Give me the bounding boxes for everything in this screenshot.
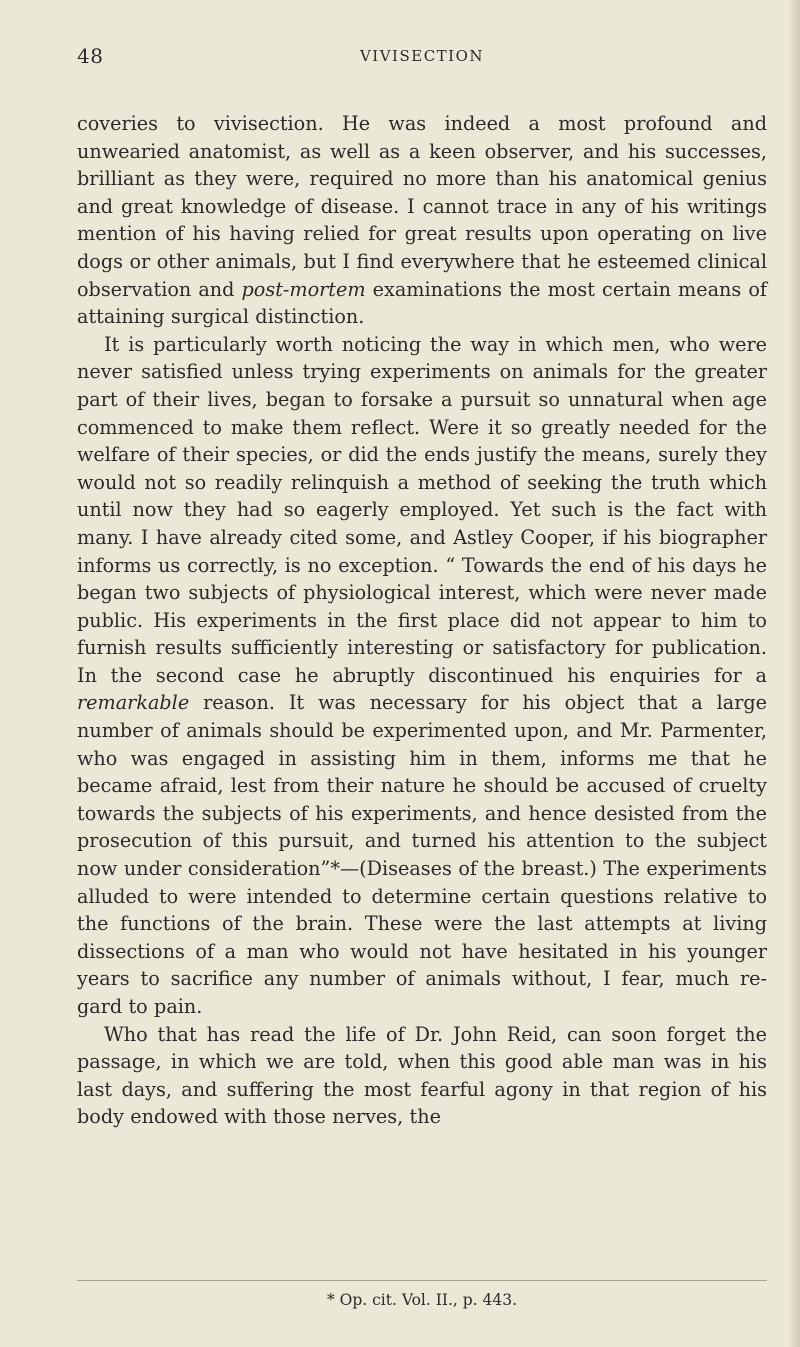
footnote: * Op. cit. Vol. II., p. 443. — [326, 1291, 518, 1309]
page-header — [77, 44, 767, 74]
body-text — [77, 110, 767, 1131]
page-edge-shadow — [790, 0, 800, 1347]
text-run: examinations the most certain means of attaining surgical distinction. — [77, 277, 767, 329]
text-run: reason. It was necessary for his object that a large number of animals should be experimented upon, and Mr. Parmenter, who was engaged in assisting him in them, informs me that he became afraid, lest from their nature he should be accused of cruelty towards the subjects of his experiments, and hence desisted from the prosecution of this pursuit, and turned his attention to the subject now under consideration”*—(Diseases of the breast.) The experiments alluded to were intended to determine certain questions relative to the functions of the brain. These were the last attempts at living dissections of a man who would not have hesitated in his younger years to sacrifice any number of animals without, I fear, much re- gard to pain. — [77, 691, 767, 1018]
paragraph — [77, 110, 767, 331]
text-run: Who that has read the life of Dr. John Reid, can soon forget the passage, in which we are told, when this good able man was in his last days, and suffering the most fearful agony in that region of his body endowed with those nerves, the — [77, 1022, 767, 1129]
footnote-rule — [77, 1280, 767, 1281]
paragraph — [77, 1021, 767, 1131]
text-run: coveries to vivisection. He was indeed a most profound and unwearied anatomist, as well as a keen observer, and his successes, brilliant as they were, required no more than his anatomical genius and great knowledge of disease. I cannot trace in any of his writings mention of his having relied for great results upon operating on live dogs or other animals, but I find everywhere that he esteemed clinical observation and — [77, 112, 767, 301]
text-run: It is particularly worth noticing the way in which men, who were never satisfied unless trying experiments on animals for the greater part of their lives, began to forsake a pursuit so unnatural when age commenced to make them reflect. Were it so greatly needed for the welfare of their species, or did the ends justify the means, surely they would not so readily relinquish a method of seeking the truth which until now they had so eagerly employed. Yet such is the fact with many. I have already cited some, and Astley Cooper, if his biographer informs us correctly, is no exception. “ Towards the end of his days he began two subjects of physiological interest, which were never made public. His experiments in the first place did not appear to him to furnish results sufficiently interesting or satisfactory for publication. In the second case he abruptly discontinued his enquiries for a — [77, 332, 767, 687]
italic-text: remarkable — [77, 691, 190, 715]
page-number: 48 — [77, 44, 104, 68]
paragraph — [77, 331, 767, 1021]
running-head: VIVISECTION — [359, 47, 485, 65]
italic-text: post-mortem — [241, 277, 366, 301]
